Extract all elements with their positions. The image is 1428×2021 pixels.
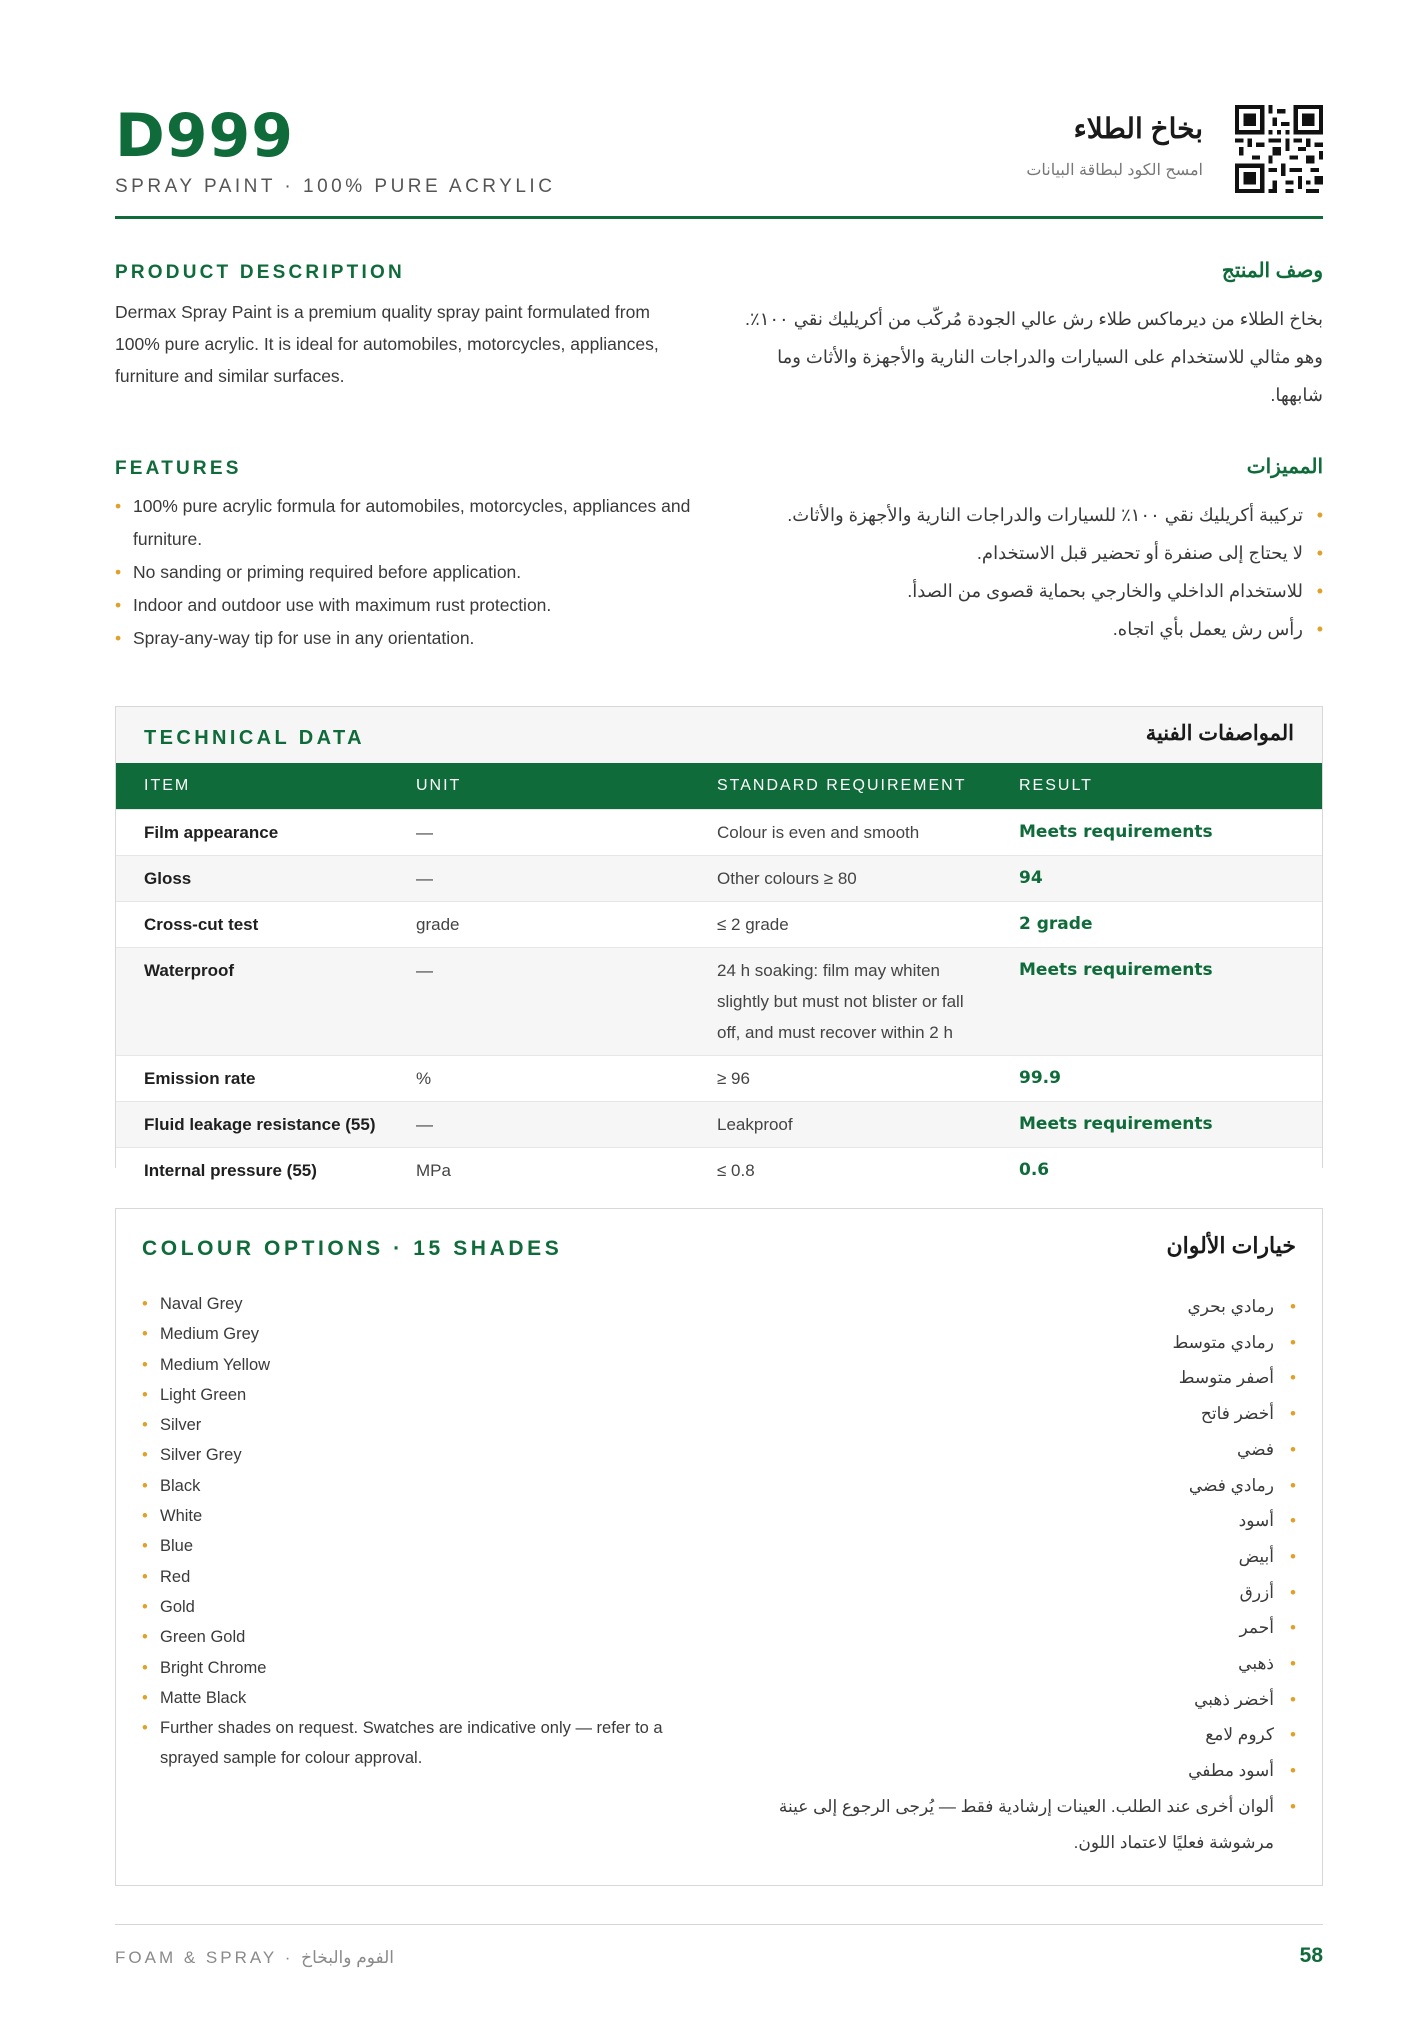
table-row [116, 902, 1322, 948]
page-number: 58 [1299, 1944, 1323, 1967]
row-item: Emission rate [116, 1056, 388, 1102]
features-title-ar: المميزات [1246, 456, 1323, 478]
row-item: Fluid leakage resistance (55) [116, 1102, 388, 1148]
row-result: Meets requirements [991, 810, 1322, 856]
colour-title-ar: خيارات الألوان [1166, 1233, 1296, 1258]
description-title-en: PRODUCT DESCRIPTION [115, 262, 405, 283]
feature-item: • Spray-any-way tip for use in any orientation. [115, 622, 695, 655]
colour-item-ar: • أخضر فاتح [736, 1396, 1296, 1432]
row-standard: Colour is even and smooth [689, 810, 991, 856]
row-result: Meets requirements [991, 1102, 1322, 1148]
footer-separator: · [284, 1948, 294, 1967]
colour-item: • Green Gold [142, 1622, 702, 1652]
row-standard: ≤ 0.8 [689, 1148, 991, 1194]
feature-item-ar: • رأس رش يعمل بأي اتجاه. [723, 610, 1323, 648]
technical-data-card [115, 706, 1323, 1180]
colour-item-ar: • رمادي بحري [736, 1289, 1296, 1325]
footer-label-en: FOAM & SPRAY [115, 1948, 277, 1967]
colour-item-ar: • ذهبي [736, 1646, 1296, 1682]
colour-item-ar: • كروم لامع [736, 1717, 1296, 1753]
colour-item: • Bright Chrome [142, 1653, 702, 1683]
colour-list-en [142, 1289, 702, 1774]
row-standard: 24 h soaking: film may whiten slightly but must not blister or fall off, and must recover within 2 h [689, 948, 991, 1056]
table-row [116, 1056, 1322, 1102]
feature-item: • 100% pure acrylic formula for automobiles, motorcycles, appliances and furniture. [115, 490, 695, 556]
table-row [116, 856, 1322, 902]
row-item: Gloss [116, 856, 388, 902]
row-result: 2 grade [991, 902, 1322, 948]
row-unit: MPa [388, 1148, 689, 1194]
features-list-ar [723, 496, 1323, 648]
colour-item: • Red [142, 1562, 702, 1592]
row-unit: — [388, 856, 689, 902]
row-result: 99.9 [991, 1056, 1322, 1102]
table-row [116, 1102, 1322, 1148]
header [115, 100, 1323, 220]
feature-item-ar: • تركيبة أكريليك نقي ١٠٠٪ للسيارات والدراجات النارية والأجهزة والأثاث. [723, 496, 1323, 534]
colour-item: • Matte Black [142, 1683, 702, 1713]
feature-item-ar: • للاستخدام الداخلي والخارجي بحماية قصوى من الصدأ. [723, 572, 1323, 610]
row-standard: Leakproof [689, 1102, 991, 1148]
row-standard: ≤ 2 grade [689, 902, 991, 948]
arabic-title: بخاخ الطلاء [1073, 113, 1203, 144]
row-unit: — [388, 1102, 689, 1148]
features-title-en: FEATURES [115, 458, 242, 479]
colour-item: • Medium Yellow [142, 1350, 702, 1380]
colour-item-ar: • أسود مطفي [736, 1753, 1296, 1789]
row-item: Waterproof [116, 948, 388, 1056]
colour-item: • Light Green [142, 1380, 702, 1410]
colour-item: • Gold [142, 1592, 702, 1622]
colour-item-ar: • فضي [736, 1432, 1296, 1468]
column-header-unit: UNIT [388, 763, 689, 810]
row-item: Cross-cut test [116, 902, 388, 948]
row-unit: — [388, 810, 689, 856]
product-subtitle: SPRAY PAINT · 100% PURE ACRYLIC [115, 176, 556, 197]
row-item: Internal pressure (55) [116, 1148, 388, 1194]
description-text-ar: بخاخ الطلاء من ديرماكس طلاء رش عالي الجودة مُركّب من أكريليك نقي ١٠٠٪. وهو مثالي للاستخدام على السيارات والدراجات النارية والأجهزة والأثاث وما شابهها. [745, 309, 1323, 405]
colour-item: • Silver Grey [142, 1440, 702, 1470]
colour-item: • Black [142, 1471, 702, 1501]
row-standard: ≥ 96 [689, 1056, 991, 1102]
row-result: Meets requirements [991, 948, 1322, 1056]
colour-note-ar: • ألوان أخرى عند الطلب. العينات إرشادية فقط — يُرجى الرجوع إلى عينة مرشوشة فعليًا لاعتماد اللون. [736, 1789, 1296, 1860]
features-list-en [115, 490, 695, 655]
colour-item-ar: • أحمر [736, 1610, 1296, 1646]
colour-item: • Blue [142, 1531, 702, 1561]
description-text-en: Dermax Spray Paint is a premium quality spray paint formulated from 100% pure acrylic. It is ideal for automobiles, motorcycles, appliances, furniture and similar surfaces. [115, 302, 659, 386]
row-item: Film appearance [116, 810, 388, 856]
technical-title-ar: المواصفات الفنية [1145, 722, 1294, 745]
colour-item: • Silver [142, 1410, 702, 1440]
table-header-row [116, 763, 1322, 810]
arabic-scan-hint: امسح الكود لبطاقة البيانات [1026, 162, 1203, 179]
colour-item: • Naval Grey [142, 1289, 702, 1319]
technical-title-en: TECHNICAL DATA [144, 727, 365, 749]
colour-item-ar: • أزرق [736, 1575, 1296, 1611]
colour-item-ar: • أسود [736, 1503, 1296, 1539]
product-code: D999 [115, 101, 295, 171]
row-unit: % [388, 1056, 689, 1102]
qr-code-icon[interactable] [1235, 105, 1323, 193]
footer-divider [115, 1924, 1323, 1925]
colour-item-ar: • رمادي متوسط [736, 1325, 1296, 1361]
colour-note: • Further shades on request. Swatches are indicative only — refer to a sprayed sample for colour approval. [142, 1713, 702, 1774]
colour-item-ar: • أصفر متوسط [736, 1360, 1296, 1396]
colour-item-ar: • أخضر ذهبي [736, 1682, 1296, 1718]
header-divider [115, 216, 1323, 219]
column-header-item: ITEM [116, 763, 388, 810]
colour-item-ar: • رمادي فضي [736, 1468, 1296, 1504]
footer-label-ar: الفوم والبخاخ [301, 1948, 395, 1967]
colour-item: • Medium Grey [142, 1319, 702, 1349]
feature-item-ar: • لا يحتاج إلى صنفرة أو تحضير قبل الاستخدام. [723, 534, 1323, 572]
table-row [116, 948, 1322, 1056]
row-unit: — [388, 948, 689, 1056]
column-header-result: RESULT [991, 763, 1322, 810]
description-title-ar: وصف المنتج [1221, 260, 1323, 282]
row-standard: Other colours ≥ 80 [689, 856, 991, 902]
colour-item-ar: • أبيض [736, 1539, 1296, 1575]
colour-title-en: COLOUR OPTIONS · 15 SHADES [142, 1237, 563, 1260]
feature-item: • No sanding or priming required before application. [115, 556, 695, 589]
table-row [116, 1148, 1322, 1194]
table-row [116, 810, 1322, 856]
colour-list-ar [736, 1289, 1296, 1860]
feature-item: • Indoor and outdoor use with maximum rust protection. [115, 589, 695, 622]
row-unit: grade [388, 902, 689, 948]
colour-item: • White [142, 1501, 702, 1531]
technical-data-table [116, 763, 1322, 1193]
row-result: 94 [991, 856, 1322, 902]
footer-section-label [115, 1948, 394, 1968]
column-header-standard: STANDARD REQUIREMENT [689, 763, 991, 810]
colour-options-card [115, 1208, 1323, 1886]
row-result: 0.6 [991, 1148, 1322, 1194]
